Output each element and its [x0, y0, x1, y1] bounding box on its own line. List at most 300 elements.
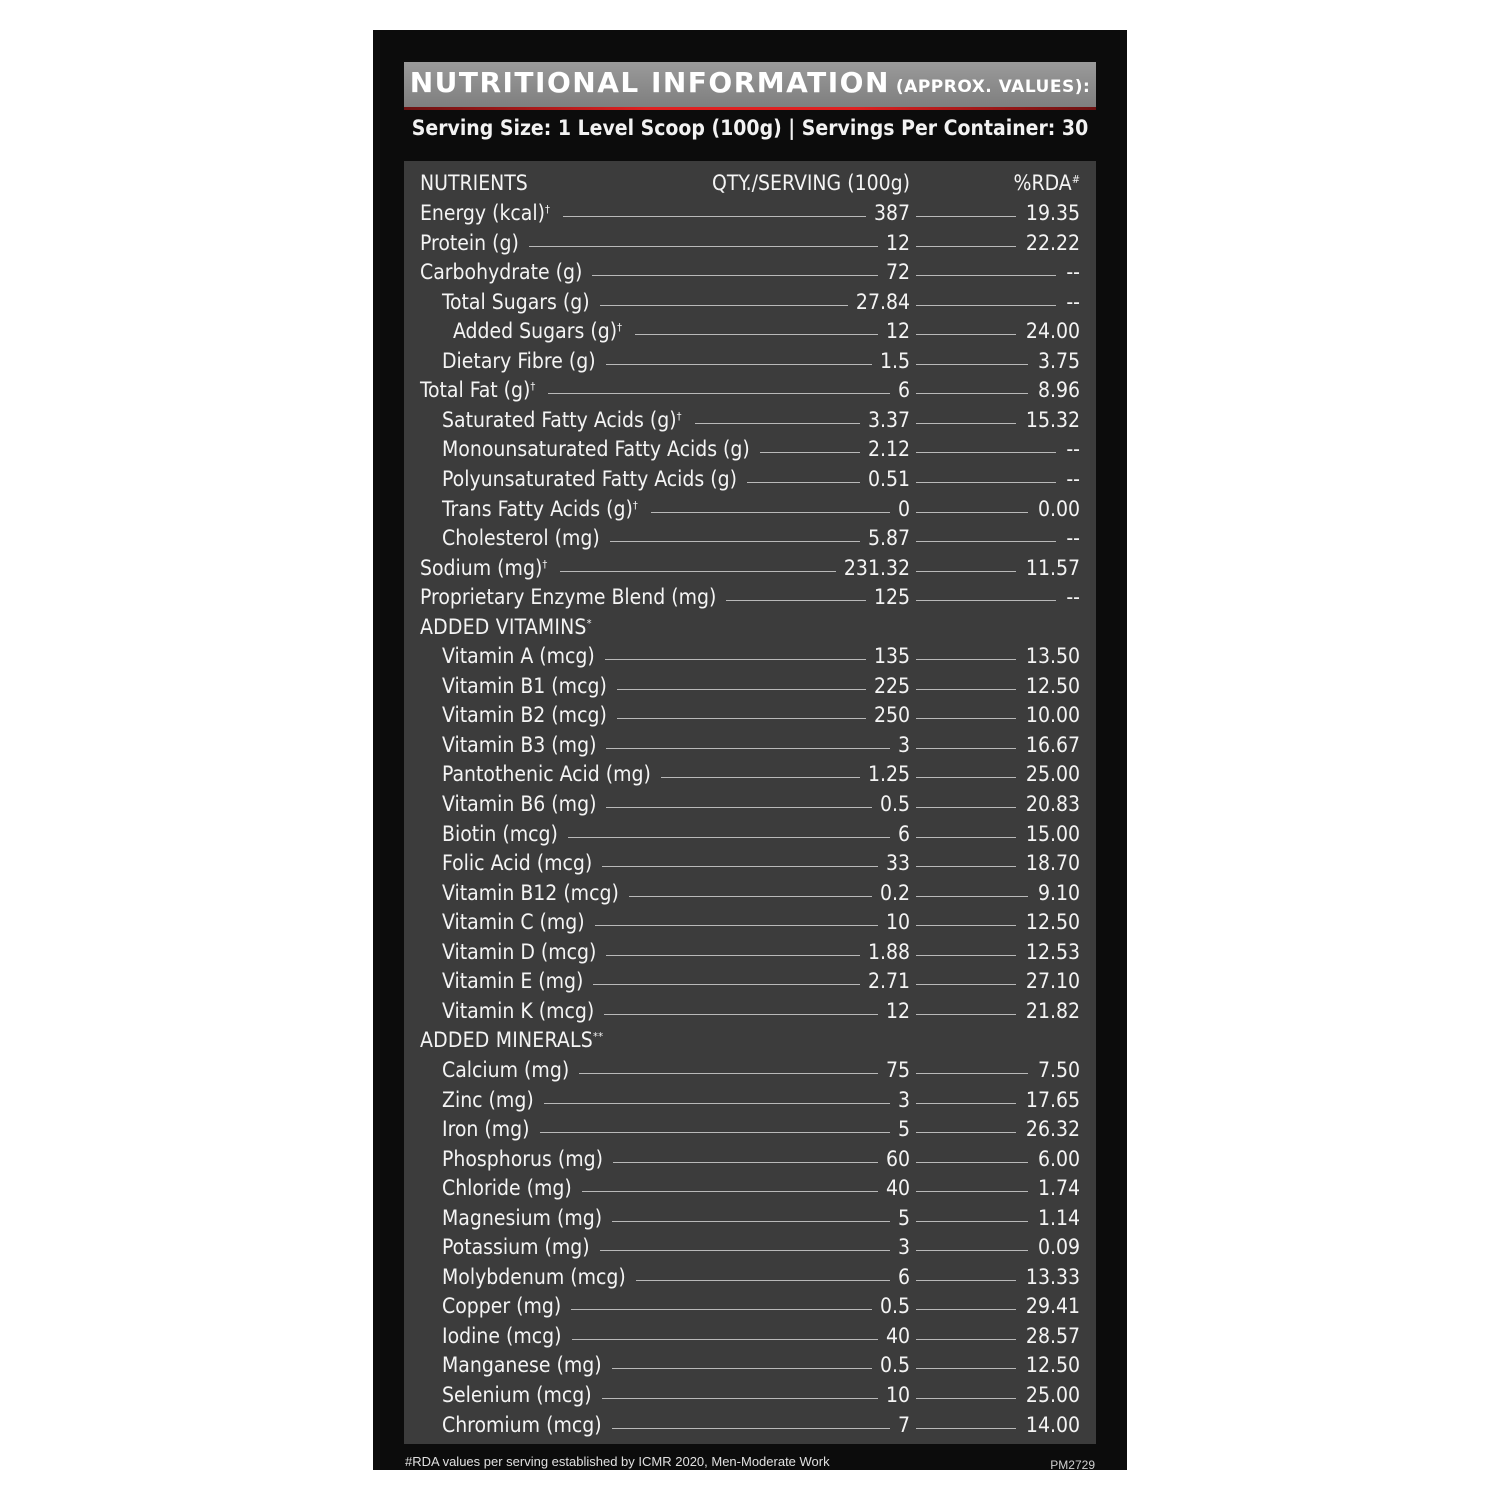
rda-value: 11.57	[1025, 555, 1080, 580]
rda-value: 18.70	[1025, 851, 1080, 876]
leader-line	[579, 1073, 878, 1074]
footnote-mark: †	[617, 321, 623, 335]
qty-value: 231.32	[843, 555, 910, 580]
leader-line	[916, 689, 1016, 690]
leader-line	[544, 1103, 890, 1104]
nutrient-name-text: Proprietary Enzyme Blend (mg)	[420, 585, 717, 610]
nutrient-name-text: Cholesterol (mg)	[442, 526, 600, 551]
rda-value: 12.53	[1025, 939, 1080, 964]
nutrient-name	[442, 1115, 530, 1143]
rda-value: 27.10	[1025, 969, 1080, 994]
leader-line	[916, 216, 1016, 217]
nutrient-name-text: Vitamin B3 (mg)	[442, 732, 597, 757]
nutrient-name-text: Calcium (mg)	[442, 1057, 570, 1082]
nutrient-name	[442, 908, 585, 936]
footnote-mark: †	[632, 498, 638, 512]
nutrient-name-text: Potassium (mg)	[442, 1235, 590, 1260]
nutrient-name-text: Vitamin C (mg)	[442, 910, 585, 935]
nutrient-row	[404, 760, 1096, 788]
qty-value: 0.51	[867, 466, 910, 491]
leader-line	[916, 600, 1056, 601]
nutrient-name-text: Iodine (mcg)	[442, 1323, 562, 1348]
nutrient-row	[404, 820, 1096, 848]
nutrient-row	[404, 879, 1096, 907]
nutrient-name	[442, 849, 592, 877]
nutrient-name	[442, 524, 600, 552]
nutrient-name-text: Vitamin B6 (mg)	[442, 792, 597, 816]
leader-line	[600, 305, 848, 306]
leader-line	[916, 1428, 1016, 1429]
nutrient-name-text: Carbohydrate (g)	[420, 260, 583, 285]
nutrient-name-text: Copper (mg)	[442, 1294, 562, 1319]
nutrient-name-text: Monounsaturated Fatty Acids (g)	[442, 437, 750, 462]
nutrient-row	[404, 1263, 1096, 1291]
qty-value: 12	[885, 319, 910, 344]
nutrient-name-text: Polyunsaturated Fatty Acids (g)	[442, 466, 738, 491]
nutrient-name	[442, 997, 594, 1025]
title-main: NUTRITIONAL INFORMATION	[409, 66, 890, 99]
leader-line	[916, 837, 1016, 838]
qty-value: 3	[897, 1087, 910, 1112]
rda-value: 13.50	[1025, 644, 1080, 669]
qty-value: 27.84	[855, 289, 910, 314]
qty-value: 5.87	[867, 526, 910, 551]
nutrient-name-text: Chloride (mg)	[442, 1176, 572, 1201]
leader-line	[916, 1221, 1028, 1222]
nutrient-row	[404, 997, 1096, 1025]
red-divider	[404, 107, 1096, 110]
rda-value: 12.50	[1025, 673, 1080, 698]
leader-line	[916, 423, 1016, 424]
nutrient-row	[404, 672, 1096, 700]
header-rda-mark: #	[1071, 173, 1080, 186]
qty-value: 6	[897, 1264, 910, 1289]
nutrient-name	[442, 938, 596, 966]
rda-value: 21.82	[1025, 998, 1080, 1023]
nutrient-name	[442, 406, 682, 434]
rda-value: 13.33	[1025, 1264, 1080, 1289]
qty-value: 72	[885, 260, 910, 285]
qty-value: 1.5	[879, 348, 910, 373]
nutrient-name-text: Sodium (mg)	[420, 555, 543, 580]
leader-line	[602, 866, 878, 867]
leader-line	[617, 718, 866, 719]
leader-line	[916, 246, 1016, 247]
qty-value: 2.71	[867, 969, 910, 994]
nutrient-name	[442, 288, 590, 316]
leader-line	[610, 541, 860, 542]
qty-value: 387	[873, 201, 910, 225]
nutrient-name-text: Pantothenic Acid (mg)	[442, 762, 651, 787]
qty-value: 3	[897, 732, 910, 757]
rda-value: 1.14	[1037, 1205, 1080, 1230]
qty-value: 7	[897, 1412, 910, 1437]
rda-value: 6.00	[1037, 1146, 1080, 1171]
rda-value: 14.00	[1025, 1412, 1080, 1437]
qty-value: 40	[885, 1323, 910, 1348]
rda-value: 25.00	[1025, 1383, 1080, 1407]
nutrient-row	[404, 347, 1096, 375]
nutrient-row	[404, 465, 1096, 493]
nutrient-name	[442, 1204, 602, 1232]
leader-line	[568, 837, 890, 838]
nutrient-name-text: Chromium (mcg)	[442, 1412, 602, 1437]
qty-value: 135	[873, 644, 910, 669]
nutrient-name-text: Total Sugars (g)	[442, 289, 590, 314]
nutrient-row	[404, 406, 1096, 434]
leader-line	[916, 984, 1016, 985]
qty-value: 12	[885, 230, 910, 255]
leader-line	[529, 246, 878, 247]
nutrient-name-text: Folic Acid (mcg)	[442, 851, 593, 876]
leader-line	[916, 1280, 1016, 1281]
header-qty: QTY./SERVING (100g)	[711, 171, 910, 195]
nutrient-name	[442, 1174, 572, 1202]
leader-line	[560, 571, 836, 572]
nutrient-row	[404, 524, 1096, 552]
nutrient-row	[404, 731, 1096, 759]
leader-line	[916, 807, 1016, 808]
leader-line	[606, 364, 872, 365]
leader-line	[695, 423, 860, 424]
nutrient-row	[404, 1204, 1096, 1232]
leader-line	[592, 275, 878, 276]
leader-line	[593, 984, 860, 985]
leader-line	[916, 1339, 1016, 1340]
nutrient-name	[442, 495, 638, 523]
leader-line	[600, 1250, 890, 1251]
header-nutrients: NUTRIENTS	[420, 171, 528, 195]
leader-line	[606, 748, 890, 749]
nutrition-label	[373, 30, 1127, 1470]
nutrient-name	[442, 672, 607, 700]
leader-line	[612, 1368, 872, 1369]
nutrient-row	[404, 435, 1096, 463]
nutrient-name	[420, 199, 550, 227]
nutrient-row	[404, 288, 1096, 316]
nutrient-name	[420, 583, 716, 611]
rda-value: --	[1066, 437, 1080, 462]
nutrient-name	[442, 1292, 561, 1320]
nutrient-name	[442, 1056, 569, 1084]
leader-line	[916, 571, 1016, 572]
leader-line	[916, 659, 1016, 660]
leader-line	[563, 216, 866, 217]
leader-line	[916, 777, 1016, 778]
leader-line	[635, 334, 878, 335]
nutrient-name-text: Dietary Fibre (g)	[442, 348, 596, 373]
nutrient-row	[404, 199, 1096, 227]
qty-value: 33	[885, 851, 910, 876]
footnote-mark: *	[586, 616, 592, 630]
section-header	[404, 613, 1096, 641]
nutrient-row	[404, 1292, 1096, 1320]
rda-value: --	[1066, 526, 1080, 551]
nutrient-name-text: Manganese (mg)	[442, 1353, 602, 1378]
leader-line	[916, 541, 1056, 542]
nutrient-name-text: Iron (mg)	[442, 1117, 530, 1142]
nutrient-name-text: Added Sugars (g)	[453, 319, 618, 344]
section-header	[404, 1026, 1096, 1054]
leader-line	[916, 1073, 1028, 1074]
leader-line	[916, 955, 1016, 956]
leader-line	[747, 482, 860, 483]
nutrient-name-text: Energy (kcal)	[420, 201, 546, 225]
nutrient-row	[404, 376, 1096, 404]
nutrient-name	[442, 731, 596, 759]
leader-line	[916, 748, 1016, 749]
nutrient-row	[404, 967, 1096, 995]
rda-value: 8.96	[1037, 378, 1080, 403]
nutrient-row	[404, 1233, 1096, 1261]
nutrient-row	[404, 1322, 1096, 1350]
title	[404, 66, 1096, 99]
leader-line	[760, 452, 860, 453]
nutrient-row	[404, 1174, 1096, 1202]
leader-line	[916, 1250, 1028, 1251]
rda-value: 0.09	[1037, 1235, 1080, 1260]
nutrition-table	[404, 161, 1096, 1444]
qty-value: 12	[885, 998, 910, 1023]
qty-value: 10	[885, 1383, 910, 1407]
nutrient-name-text: Vitamin E (mg)	[442, 969, 584, 994]
footnote-mark: †	[676, 409, 682, 423]
rda-value: 26.32	[1025, 1117, 1080, 1142]
nutrient-name-text: Vitamin B1 (mcg)	[442, 673, 607, 698]
section-label-text: ADDED MINERALS	[420, 1028, 593, 1053]
rda-value: 22.22	[1025, 230, 1080, 255]
qty-value: 5	[897, 1205, 910, 1230]
leader-line	[916, 393, 1028, 394]
footnote-mark: †	[545, 203, 550, 216]
nutrient-name	[442, 347, 596, 375]
nutrient-row	[404, 1086, 1096, 1114]
nutrient-name	[442, 1233, 590, 1261]
leader-line	[916, 1132, 1016, 1133]
leader-line	[916, 1162, 1028, 1163]
nutrient-name-text: Saturated Fatty Acids (g)	[442, 407, 677, 432]
leader-line	[548, 393, 890, 394]
table-header	[404, 169, 1096, 197]
rda-value: 12.50	[1025, 1353, 1080, 1378]
nutrient-name	[442, 879, 619, 907]
qty-value: 0.5	[879, 792, 910, 816]
nutrient-row	[404, 790, 1096, 818]
leader-line	[916, 364, 1028, 365]
leader-line	[571, 1309, 872, 1310]
leader-line	[606, 807, 872, 808]
nutrient-name	[442, 465, 737, 493]
rda-value: 0.00	[1037, 496, 1080, 521]
nutrient-row	[404, 554, 1096, 582]
nutrient-name	[442, 435, 750, 463]
rda-value: 29.41	[1025, 1294, 1080, 1319]
nutrient-name	[420, 376, 535, 404]
leader-line	[612, 1428, 890, 1429]
nutrient-name	[442, 790, 596, 818]
product-code: PM2729	[1050, 1458, 1095, 1472]
qty-value: 5	[897, 1117, 910, 1142]
serving-info: Serving Size: 1 Level Scoop (100g) | Servings Per Container: 30	[411, 116, 1089, 140]
nutrient-name	[442, 967, 583, 995]
qty-value: 6	[897, 378, 910, 403]
leader-line	[636, 1280, 890, 1281]
nutrient-name	[453, 317, 622, 345]
rda-value: 15.32	[1025, 407, 1080, 432]
nutrient-name-text: Magnesium (mg)	[442, 1205, 603, 1230]
nutrient-name-text: Biotin (mcg)	[442, 821, 558, 846]
leader-line	[605, 659, 866, 660]
nutrient-name	[442, 1263, 626, 1291]
nutrient-name-text: Vitamin K (mcg)	[442, 998, 595, 1023]
nutrient-name-text: Protein (g)	[420, 230, 519, 255]
nutrient-row	[404, 701, 1096, 729]
leader-line	[916, 896, 1028, 897]
footnote-mark: †	[530, 380, 536, 394]
leader-line	[582, 1191, 878, 1192]
rda-value: 7.50	[1037, 1057, 1080, 1082]
nutrient-row	[404, 1056, 1096, 1084]
leader-line	[916, 718, 1016, 719]
leader-line	[612, 1221, 890, 1222]
rda-value: 20.83	[1025, 792, 1080, 816]
section-label	[420, 1026, 603, 1054]
nutrient-row	[404, 583, 1096, 611]
nutrient-name-text: Trans Fatty Acids (g)	[442, 496, 633, 521]
footnote-mark: **	[592, 1030, 604, 1044]
rda-value: 9.10	[1037, 880, 1080, 905]
rda-value: 10.00	[1025, 703, 1080, 728]
nutrient-name	[442, 1145, 603, 1173]
leader-line	[916, 275, 1056, 276]
qty-value: 10	[885, 910, 910, 935]
rda-value: 17.65	[1025, 1087, 1080, 1112]
leader-line	[916, 305, 1056, 306]
rda-value: 1.74	[1037, 1176, 1080, 1201]
leader-line	[916, 334, 1016, 335]
nutrient-name-text: Total Fat (g)	[420, 378, 531, 403]
nutrient-row	[404, 495, 1096, 523]
leader-line	[726, 600, 866, 601]
leader-line	[916, 1103, 1016, 1104]
leader-line	[613, 1162, 878, 1163]
footnote-mark: †	[542, 557, 548, 571]
section-label	[420, 613, 592, 641]
rda-value: --	[1066, 289, 1080, 314]
leader-line	[916, 925, 1016, 926]
leader-line	[916, 1309, 1016, 1310]
nutrient-name	[442, 1351, 602, 1379]
section-label-text: ADDED VITAMINS	[420, 614, 587, 639]
title-bar	[404, 62, 1096, 110]
leader-line	[916, 512, 1028, 513]
qty-value: 2.12	[867, 437, 910, 462]
nutrient-row	[404, 938, 1096, 966]
leader-line	[661, 777, 860, 778]
qty-value: 0.5	[879, 1294, 910, 1319]
nutrient-name	[420, 229, 519, 257]
nutrient-name	[442, 1086, 534, 1114]
rda-value: --	[1066, 260, 1080, 285]
nutrient-row	[404, 1351, 1096, 1379]
nutrient-name-text: Zinc (mg)	[442, 1087, 534, 1112]
qty-value: 3	[897, 1235, 910, 1260]
nutrient-row	[404, 317, 1096, 345]
nutrient-row	[404, 229, 1096, 257]
rda-value: 12.50	[1025, 910, 1080, 935]
header-rda-text: %RDA	[1013, 171, 1072, 195]
nutrient-row	[404, 849, 1096, 877]
nutrient-name	[442, 1411, 602, 1439]
nutrient-name	[442, 1381, 592, 1409]
header-rda	[1014, 169, 1080, 197]
leader-line	[916, 452, 1056, 453]
leader-line	[629, 896, 872, 897]
leader-line	[540, 1132, 890, 1133]
qty-value: 6	[897, 821, 910, 846]
nutrient-name	[442, 701, 607, 729]
nutrient-row	[404, 1411, 1096, 1439]
nutrient-name	[420, 258, 582, 286]
footnote: #RDA values per serving established by ICMR 2020, Men-Moderate Work	[405, 1454, 830, 1469]
rda-value: 24.00	[1025, 319, 1080, 344]
rda-value: --	[1066, 466, 1080, 491]
leader-line	[606, 955, 860, 956]
title-sub: (APPROX. VALUES):	[895, 77, 1091, 97]
nutrient-name	[442, 1322, 562, 1350]
leader-line	[916, 866, 1016, 867]
nutrient-name-text: Phosphorus (mg)	[442, 1146, 604, 1171]
qty-value: 225	[873, 673, 910, 698]
leader-line	[604, 1014, 878, 1015]
leader-line	[916, 1398, 1016, 1399]
nutrient-name-text: Vitamin D (mcg)	[442, 939, 597, 964]
qty-value: 3.37	[867, 407, 910, 432]
nutrient-name-text: Vitamin B12 (mcg)	[442, 880, 619, 905]
qty-value: 0.2	[879, 880, 910, 905]
nutrient-name	[420, 554, 547, 582]
nutrient-name-text: Selenium (mcg)	[442, 1383, 592, 1407]
nutrient-name	[442, 642, 595, 670]
nutrient-name	[442, 820, 558, 848]
nutrient-row	[404, 1381, 1096, 1409]
qty-value: 250	[873, 703, 910, 728]
leader-line	[572, 1339, 878, 1340]
rda-value: 25.00	[1025, 762, 1080, 787]
leader-line	[916, 1191, 1028, 1192]
nutrient-row	[404, 642, 1096, 670]
qty-value: 0	[897, 496, 910, 521]
nutrient-name	[442, 760, 651, 788]
nutrient-row	[404, 1145, 1096, 1173]
qty-value: 75	[885, 1057, 910, 1082]
leader-line	[595, 925, 878, 926]
nutrient-row	[404, 1115, 1096, 1143]
rda-value: --	[1066, 585, 1080, 610]
leader-line	[602, 1398, 878, 1399]
leader-line	[916, 482, 1056, 483]
qty-value: 60	[885, 1146, 910, 1171]
leader-line	[617, 689, 866, 690]
qty-value: 125	[873, 585, 910, 610]
qty-value: 40	[885, 1176, 910, 1201]
rda-value: 16.67	[1025, 732, 1080, 757]
leader-line	[916, 1368, 1016, 1369]
nutrient-name-text: Molybdenum (mcg)	[442, 1264, 626, 1289]
qty-value: 0.5	[879, 1353, 910, 1378]
nutrient-name-text: Vitamin A (mcg)	[442, 644, 595, 669]
nutrient-name-text: Vitamin B2 (mcg)	[442, 703, 607, 728]
